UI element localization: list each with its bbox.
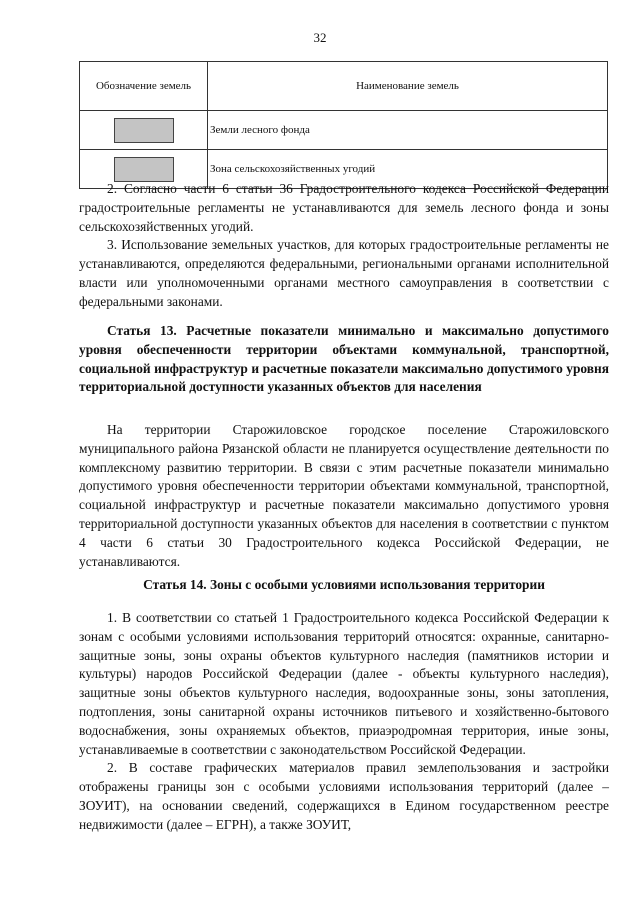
top-paragraphs xyxy=(79,180,609,312)
legend-header-symbol: Обозначение земель xyxy=(80,62,208,111)
legend-row-name: Зона сельскохозяйственных угодий xyxy=(208,150,608,189)
paragraph: 2. В составе графических материалов правил землепользования и застройки отображены границы зон с особыми условиями использования территорий (далее – ЗОУИТ), на основании сведений, содержащихся в Едином государственном реестре недвижимости (далее – ЕГРН), а также ЗОУИТ, xyxy=(79,760,609,832)
legend-header-row xyxy=(80,62,608,111)
legend-table xyxy=(79,61,608,189)
legend-header-name: Наименование земель xyxy=(208,62,608,111)
article-14-body xyxy=(79,609,609,835)
legend-row xyxy=(80,111,608,150)
paragraph: 3. Использование земельных участков, для которых градостроительные регламенты не устанавливаются, определяются федеральными, региональными органами исполнительной власти или уполномоченными органами местного самоуправления в соответствии с федеральными законами. xyxy=(79,237,609,309)
article-13-body xyxy=(79,421,609,571)
forest-land-swatch xyxy=(114,118,174,143)
article-14-heading: Статья 14. Зоны с особыми условиями использования территории xyxy=(143,577,545,592)
page-number: 32 xyxy=(313,30,327,45)
agricultural-zone-swatch xyxy=(114,157,174,182)
paragraph: На территории Старожиловское городское поселение Старожиловского муниципального района Рязанской области не планируется осуществление деятельности по комплексному развитию территории. В связи с этим расчетные показатели минимально допустимого уровня обеспеченности территории объектами коммунальной, транспортной, социальной инфраструктур и расчетные показатели максимально допустимого уровня территориальной доступности указанных объектов для населения в соответствии с пунктом 4 части 6 статьи 30 Градостроительного кодекса Российской Федерации, не устанавливаются. xyxy=(79,422,609,569)
paragraph: 1. В соответствии со статьей 1 Градостроительного кодекса Российской Федерации к зонам с особыми условиями использования территорий относятся: охранные, санитарно-защитные зоны, зоны охраны объектов культурного наследия (памятников истории и культуры) народов Российской Федерации (далее - объекты культурного наследия), защитные зоны объектов культурного наследия, водоохранные зоны, зоны затопления, подтопления, зоны санитарной охраны источников питьевого и хозяйственно-бытового водоснабжения, зоны охраняемых объектов, приаэродромная территория, иные зоны, устанавливаемые в соответствии с законодательством Российской Федерации. xyxy=(79,610,609,757)
paragraph: 2. Согласно части 6 статьи 36 Градостроительного кодекса Российской Федерации градостроительные регламенты не устанавливаются для земель лесного фонда и зоны сельскохозяйственных угодий. xyxy=(79,181,609,234)
legend-row-name: Земли лесного фонда xyxy=(208,111,608,150)
article-13-heading: Статья 13. Расчетные показатели минимально и максимально допустимого уровня обеспеченности территории объектами коммунальной, транспортной, социальной инфраструктур и расчетные показатели максимально допустимого уровня территориальной доступности указанных объектов для населения xyxy=(79,323,609,395)
